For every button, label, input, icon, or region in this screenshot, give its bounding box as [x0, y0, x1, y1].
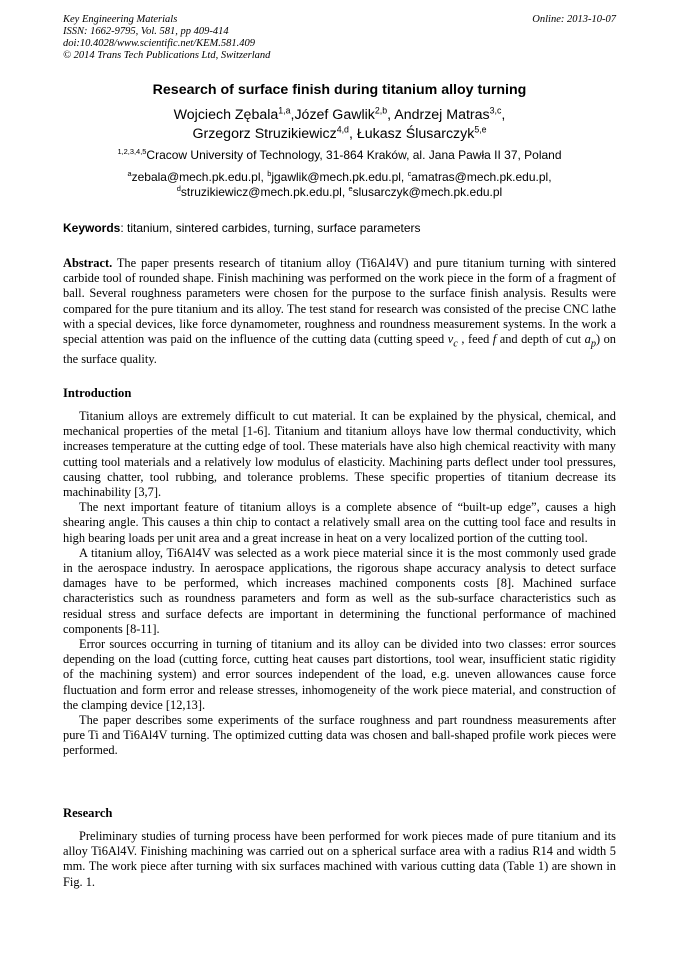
section-heading-introduction: Introduction — [63, 386, 132, 400]
journal-name: Key Engineering Materials — [63, 14, 178, 25]
author-name: ,Józef Gawlik — [290, 107, 375, 123]
abstract-paragraph — [63, 256, 616, 367]
author-name: Grzegorz Struzikiewicz — [192, 126, 337, 142]
section-heading-research: Research — [63, 806, 113, 820]
email-link[interactable]: zebala@mech.pk.edu.pl, — [131, 170, 268, 184]
affiliation — [63, 148, 616, 162]
abstract-text: ) on the surface quality. — [63, 332, 617, 366]
symbol-f: f — [492, 332, 497, 347]
research-body — [63, 829, 616, 890]
symbol-vc-sub: c — [453, 338, 458, 350]
author-name: , Andrzej Matras — [387, 107, 490, 123]
body-paragraph: Error sources occurring in turning of titanium and its alloy can be divided into two classes: error sources depending on the load (cutting force, cutting heat causes part distortions, tool wear, insufficient static rigidity of the machining system) and error sources independent of the load, e.g. uneven allowances cause force fluctuation and form error and release stresses, inhomogeneity of the work piece material, and construction of the clamping device [12,13]. — [63, 637, 616, 712]
author-sup: 5,e — [474, 124, 487, 135]
symbol-ap: a — [584, 332, 591, 347]
author-sup: 4,d — [336, 124, 349, 135]
paper-title: Research of surface finish during titanium alloy turning — [152, 82, 527, 98]
affiliation-text: Cracow University of Technology, 31-864 Kraków, al. Jana Pawła II 37, Poland — [146, 148, 562, 162]
email-sup: e — [348, 184, 353, 193]
journal-header — [63, 14, 616, 62]
online-date: Online: 2013-10-07 — [532, 14, 616, 25]
author-sup: 1,a — [278, 105, 291, 116]
email-sup: d — [176, 184, 181, 193]
symbol-vc: v — [447, 332, 454, 347]
body-paragraph: Titanium alloys are extremely difficult to cut material. It can be explained by the physical, chemical, and mechanical properties of the metal [1-6]. Titanium and titanium alloys have low thermal conductivity, which increases temperature at the cutting edge of tool. These materials have also high chemical reactivity with many cutting tool materials and a relatively low modulus of elasticity. Machining parts deflect under tool pressures, causing chatter, tool rubbing, and tolerance problems. These specific properties of titanium decrease its machinability [3,7]. — [63, 409, 616, 500]
email-sup: c — [407, 169, 412, 178]
author-name: Wojciech Zębala — [173, 107, 279, 123]
keywords-label: Keywords — [63, 221, 121, 235]
doi: doi:10.4028/www.scientific.net/KEM.581.409 — [63, 38, 255, 49]
body-paragraph: The paper describes some experiments of the surface roughness and part roundness measurements after pure Ti and Ti6Al4V turning. The optimized cutting data was chosen and ball-shaped profile work pieces were performed. — [63, 713, 616, 758]
affiliation-sup: 1,2,3,4,5 — [117, 147, 147, 156]
email-sup: a — [127, 169, 132, 178]
email-link[interactable]: amatras@mech.pk.edu.pl, — [411, 170, 552, 184]
abstract-label: Abstract. — [63, 256, 113, 270]
body-paragraph: Preliminary studies of turning process have been performed for work pieces made of pure titanium and its alloy Ti6Al4V. Finishing machining was carried out on a spherical surface area with a radius R14 and width 5 mm. The work piece after turning with six surfaces machined with various cutting data (Table 1) are shown in Fig. 1. — [63, 829, 616, 889]
abstract-text: The paper presents research of titanium alloy (Ti6Al4V) and pure titanium turning with sintered carbide tool of rounded shape. Finish machining was performed on the work piece in the form of a fragment of ball. Several roughness parameters were chosen for the purpose to the surface finish analysis. Results were compared for the pure titanium and its alloy. The test stand for research was consisted of the precise CNC lathe with a special devices, like force dynamometer, roughness and roundness measurement systems. In the work a special attention was paid on the influence of the cutting data (cutting speed — [63, 256, 616, 347]
author-separator: , — [501, 107, 506, 123]
body-paragraph: The next important feature of titanium alloys is a complete absence of “built-up edge”, causes a high shearing angle. This causes a thin chip to contact a relatively small area on the cutting tool face and results in high bearing loads per unit area and a great increase in heat on a very localized portion of the cutting tool. — [63, 500, 616, 545]
author-list — [63, 106, 616, 144]
abstract-text: , feed — [457, 332, 493, 347]
keywords-text: : titanium, sintered carbides, turning, surface parameters — [120, 221, 421, 235]
email-link[interactable]: slusarczyk@mech.pk.edu.pl — [352, 185, 503, 199]
introduction-body — [63, 409, 616, 759]
email-list — [63, 170, 616, 200]
email-sup: b — [267, 169, 272, 178]
symbol-ap-sub: p — [590, 338, 596, 350]
body-paragraph: A titanium alloy, Ti6Al4V was selected as a work piece material since it is the most commonly used grade in the aerospace industry. In aerospace applications, the rigorous shape accuracy analysis to detect surface damages have to be performed, which increases machined components costs [8]. Machined surface characteristics such as roundness parameters and form as well as the sub-surface characteristics such as residual stress and surface defects are important in determining the functional performance of machined components [8-11]. — [63, 545, 616, 636]
copyright: © 2014 Trans Tech Publications Ltd, Switzerland — [63, 50, 271, 61]
abstract-text: and depth of cut — [496, 332, 585, 347]
author-name: , Łukasz Ślusarczyk — [348, 126, 475, 142]
keywords — [63, 221, 616, 235]
author-sup: 3,c — [489, 105, 502, 116]
author-sup: 2,b — [374, 105, 388, 116]
email-link[interactable]: struzikiewicz@mech.pk.edu.pl, — [180, 185, 349, 199]
abstract — [63, 256, 616, 367]
email-link[interactable]: jgawlik@mech.pk.edu.pl, — [271, 170, 408, 184]
issn: ISSN: 1662-9795, Vol. 581, pp 409-414 — [63, 26, 229, 37]
